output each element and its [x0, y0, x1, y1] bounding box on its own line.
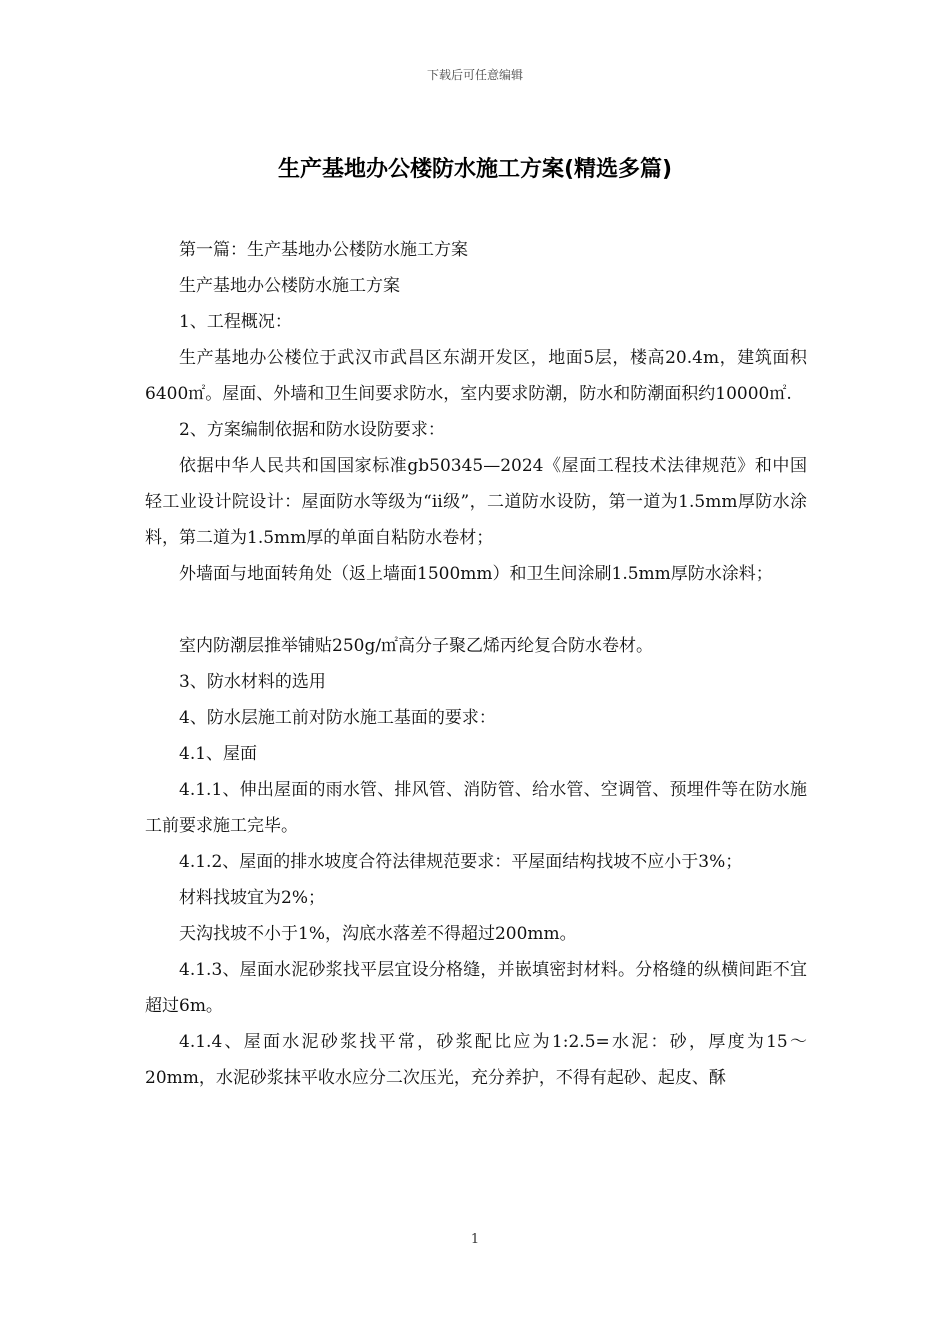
- page-number: 1: [470, 1232, 480, 1247]
- paragraph: 4.1.4、屋面水泥砂浆找平常，砂浆配比应为1:2.5=水泥：砂，厚度为15～20mm，水泥砂浆抹平收水应分二次压光，充分养护，不得有起砂、起皮、酥: [145, 1032, 807, 1088]
- paragraph: 室内防潮层推举铺贴250g/㎡高分子聚乙烯丙纶复合防水卷材。: [179, 636, 654, 656]
- document-title: 生产基地办公楼防水施工方案(精选多篇): [277, 157, 673, 182]
- blank-line: [145, 592, 807, 628]
- paragraph: 3、防水材料的选用: [179, 672, 326, 692]
- paragraph: 2、方案编制依据和防水设防要求：: [179, 420, 445, 440]
- paragraph: 材料找坡宜为2%；: [179, 888, 325, 908]
- paragraph: 天沟找坡不小于1%，沟底水落差不得超过200mm。: [179, 924, 577, 944]
- paragraph: 4、防水层施工前对防水施工基面的要求：: [179, 708, 496, 728]
- paragraph: 4.1、屋面: [179, 744, 258, 764]
- page-header-note: 下载后可任意编辑: [426, 68, 523, 82]
- paragraph: 外墙面与地面转角处（返上墙面1500mm）和卫生间涂刷1.5mm厚防水涂料；: [179, 564, 773, 584]
- paragraph: 依据中华人民共和国国家标准gb50345—2024《屋面工程技术法律规范》和中国轻工业设计院设计：屋面防水等级为“ii级”，二道防水设防，第一道为1.5mm厚防水涂料，第二道为1.5mm厚的单面自粘防水卷材；: [145, 456, 807, 548]
- paragraph: 生产基地办公楼位于武汉市武昌区东湖开发区，地面5层，楼高20.4m，建筑面积6400㎡。屋面、外墙和卫生间要求防水，室内要求防潮，防水和防潮面积约10000㎡.: [145, 348, 807, 404]
- paragraph: 生产基地办公楼防水施工方案: [179, 276, 400, 296]
- document-body: [145, 232, 807, 1096]
- paragraph: 4.1.3、屋面水泥砂浆找平层宜设分格缝，并嵌填密封材料。分格缝的纵横间距不宜超过6m。: [145, 960, 807, 1016]
- paragraph: 4.1.2、屋面的排水坡度合符法律规范要求：平屋面结构找坡不应小于3%；: [179, 852, 743, 872]
- paragraph: 1、工程概况：: [179, 312, 292, 332]
- paragraph: 第一篇：生产基地办公楼防水施工方案: [179, 240, 468, 260]
- paragraph: 4.1.1、伸出屋面的雨水管、排风管、消防管、给水管、空调管、预埋件等在防水施工前要求施工完毕。: [145, 780, 807, 836]
